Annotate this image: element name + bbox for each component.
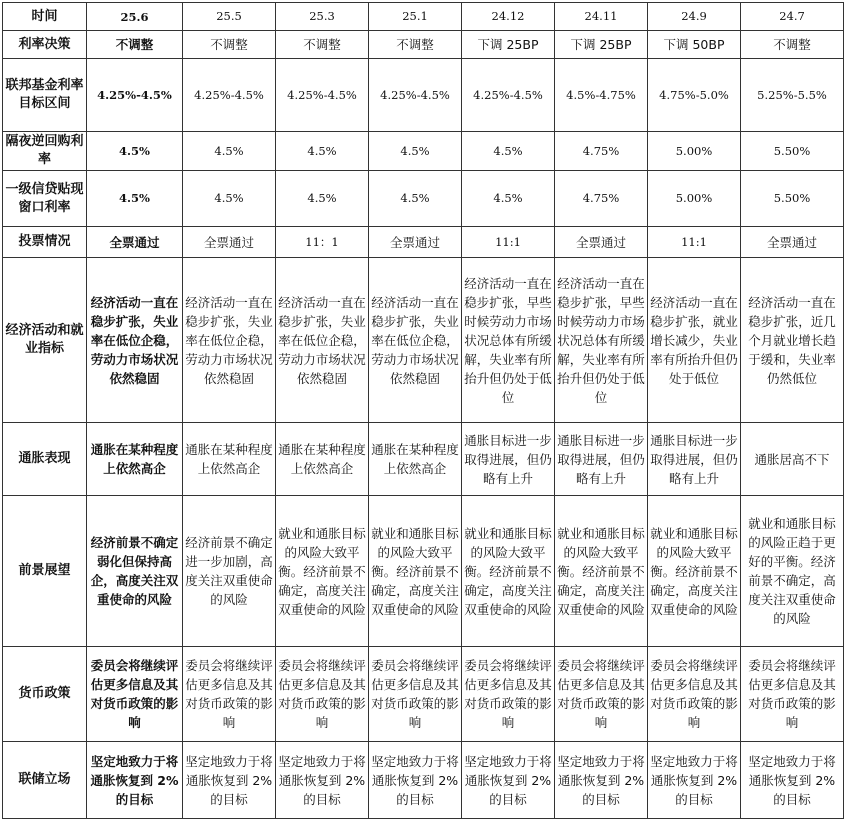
- table-cell: 经济前景不确定弱化但保持高企，高度关注双重使命的风险: [87, 496, 183, 647]
- row-label: 联邦基金利率目标区间: [3, 59, 87, 132]
- table-cell: 就业和通胀目标的风险大致平衡。经济前景不确定，高度关注双重使命的风险: [555, 496, 648, 647]
- table-row: [3, 496, 844, 647]
- table-cell: 坚定地致力于将通胀恢复到 2%的目标: [183, 742, 276, 819]
- table-cell: 4.25%-4.5%: [183, 59, 276, 132]
- table-cell: 5.25%-5.5%: [741, 59, 844, 132]
- table-cell: 下调 25BP: [555, 31, 648, 59]
- table-cell: 不调整: [369, 31, 462, 59]
- table-cell: 坚定地致力于将通胀恢复到 2%的目标: [648, 742, 741, 819]
- table-cell: 4.5%: [276, 132, 369, 171]
- header-cell: 24.9: [648, 3, 741, 31]
- table-cell: 4.75%-5.0%: [648, 59, 741, 132]
- table-cell: 委员会将继续评估更多信息及其对货币政策的影响: [648, 647, 741, 742]
- table-cell: 全票通过: [87, 227, 183, 258]
- table-cell: 通胀目标进一步取得进展，但仍略有上升: [462, 423, 555, 496]
- table-cell: 就业和通胀目标的风险大致平衡。经济前景不确定，高度关注双重使命的风险: [369, 496, 462, 647]
- table-cell: 通胀在某种程度上依然高企: [369, 423, 462, 496]
- header-cell: 25.3: [276, 3, 369, 31]
- table-cell: 坚定地致力于将通胀恢复到 2%的目标: [555, 742, 648, 819]
- table-cell: 全票通过: [183, 227, 276, 258]
- table-cell: 5.00%: [648, 171, 741, 227]
- table-row: [3, 31, 844, 59]
- table-cell: 不调整: [741, 31, 844, 59]
- table-row: [3, 132, 844, 171]
- table-cell: 全票通过: [555, 227, 648, 258]
- table-cell: 通胀居高不下: [741, 423, 844, 496]
- header-cell: 24.12: [462, 3, 555, 31]
- table-cell: 不调整: [87, 31, 183, 59]
- table-cell: 4.5%-4.75%: [555, 59, 648, 132]
- table-row: [3, 227, 844, 258]
- header-cell: 25.5: [183, 3, 276, 31]
- table-row: [3, 647, 844, 742]
- table-row: [3, 171, 844, 227]
- header-cell: 时间: [3, 3, 87, 31]
- table-cell: 就业和通胀目标的风险大致平衡。经济前景不确定，高度关注双重使命的风险: [462, 496, 555, 647]
- table-cell: 4.5%: [183, 171, 276, 227]
- table-cell: 通胀在某种程度上依然高企: [276, 423, 369, 496]
- table-cell: 经济活动一直在稳步扩张，失业率在低位企稳，劳动力市场状况依然稳固: [276, 258, 369, 423]
- table-cell: 委员会将继续评估更多信息及其对货币政策的影响: [462, 647, 555, 742]
- table-cell: 4.5%: [369, 132, 462, 171]
- table-cell: 4.5%: [462, 132, 555, 171]
- header-row: [3, 3, 844, 31]
- table-cell: 通胀在某种程度上依然高企: [183, 423, 276, 496]
- table-cell: 下调 50BP: [648, 31, 741, 59]
- table-cell: 下调 25BP: [462, 31, 555, 59]
- table-row: [3, 742, 844, 819]
- table-cell: 经济活动一直在稳步扩张，失业率在低位企稳，劳动力市场状况依然稳固: [87, 258, 183, 423]
- table-cell: 4.5%: [183, 132, 276, 171]
- table-cell: 4.5%: [87, 171, 183, 227]
- table-cell: 11:1: [648, 227, 741, 258]
- header-cell: 24.11: [555, 3, 648, 31]
- row-label: 利率决策: [3, 31, 87, 59]
- table-cell: 经济活动一直在稳步扩张，就业增长减少，失业率有所抬升但仍处于低位: [648, 258, 741, 423]
- table-cell: 4.5%: [369, 171, 462, 227]
- table-cell: 委员会将继续评估更多信息及其对货币政策的影响: [555, 647, 648, 742]
- header-cell: 24.7: [741, 3, 844, 31]
- table-row: [3, 258, 844, 423]
- table-cell: 11：1: [276, 227, 369, 258]
- table-cell: 委员会将继续评估更多信息及其对货币政策的影响: [369, 647, 462, 742]
- header-cell: 25.6: [87, 3, 183, 31]
- table-cell: 坚定地致力于将通胀恢复到 2%的目标: [87, 742, 183, 819]
- table-row: [3, 423, 844, 496]
- table-cell: 通胀在某种程度上依然高企: [87, 423, 183, 496]
- fomc-comparison-table: [2, 2, 844, 819]
- table-cell: 委员会将继续评估更多信息及其对货币政策的影响: [183, 647, 276, 742]
- table-cell: 就业和通胀目标的风险正趋于更好的平衡。经济前景不确定，高度关注双重使命的风险: [741, 496, 844, 647]
- row-label: 投票情况: [3, 227, 87, 258]
- table-cell: 4.75%: [555, 132, 648, 171]
- table-cell: 委员会将继续评估更多信息及其对货币政策的影响: [87, 647, 183, 742]
- table-cell: 4.5%: [87, 132, 183, 171]
- table-cell: 不调整: [276, 31, 369, 59]
- row-label: 隔夜逆回购利率: [3, 132, 87, 171]
- table-cell: 经济活动一直在稳步扩张，早些时候劳动力市场状况总体有所缓解，失业率有所抬升但仍处于低位: [462, 258, 555, 423]
- table-cell: 通胀目标进一步取得进展，但仍略有上升: [648, 423, 741, 496]
- table-cell: 4.75%: [555, 171, 648, 227]
- row-label: 一级信贷贴现窗口利率: [3, 171, 87, 227]
- table-cell: 4.5%: [462, 171, 555, 227]
- row-label: 前景展望: [3, 496, 87, 647]
- table-cell: 5.50%: [741, 171, 844, 227]
- table-cell: 就业和通胀目标的风险大致平衡。经济前景不确定，高度关注双重使命的风险: [276, 496, 369, 647]
- table-cell: 4.25%-4.5%: [462, 59, 555, 132]
- table-cell: 经济前景不确定进一步加剧，高度关注双重使命的风险: [183, 496, 276, 647]
- row-label: 经济活动和就业指标: [3, 258, 87, 423]
- table-cell: 就业和通胀目标的风险大致平衡。经济前景不确定，高度关注双重使命的风险: [648, 496, 741, 647]
- table-cell: 通胀目标进一步取得进展，但仍略有上升: [555, 423, 648, 496]
- table-cell: 不调整: [183, 31, 276, 59]
- table-cell: 4.25%-4.5%: [87, 59, 183, 132]
- table-cell: 5.00%: [648, 132, 741, 171]
- table-cell: 5.50%: [741, 132, 844, 171]
- table-cell: 坚定地致力于将通胀恢复到 2%的目标: [276, 742, 369, 819]
- row-label: 通胀表现: [3, 423, 87, 496]
- table-cell: 坚定地致力于将通胀恢复到 2%的目标: [741, 742, 844, 819]
- table-cell: 委员会将继续评估更多信息及其对货币政策的影响: [741, 647, 844, 742]
- table-cell: 经济活动一直在稳步扩张，失业率在低位企稳，劳动力市场状况依然稳固: [183, 258, 276, 423]
- row-label: 货币政策: [3, 647, 87, 742]
- table-cell: 11:1: [462, 227, 555, 258]
- table-cell: 委员会将继续评估更多信息及其对货币政策的影响: [276, 647, 369, 742]
- table-cell: 4.25%-4.5%: [276, 59, 369, 132]
- header-cell: 25.1: [369, 3, 462, 31]
- row-label: 联储立场: [3, 742, 87, 819]
- table-cell: 经济活动一直在稳步扩张，早些时候劳动力市场状况总体有所缓解，失业率有所抬升但仍处于低位: [555, 258, 648, 423]
- table-cell: 坚定地致力于将通胀恢复到 2%的目标: [462, 742, 555, 819]
- table-cell: 4.5%: [276, 171, 369, 227]
- table-cell: 全票通过: [369, 227, 462, 258]
- table-cell: 经济活动一直在稳步扩张，失业率在低位企稳，劳动力市场状况依然稳固: [369, 258, 462, 423]
- table-cell: 经济活动一直在稳步扩张，近几个月就业增长趋于缓和，失业率仍然低位: [741, 258, 844, 423]
- table-cell: 坚定地致力于将通胀恢复到 2%的目标: [369, 742, 462, 819]
- table-row: [3, 59, 844, 132]
- table-cell: 全票通过: [741, 227, 844, 258]
- table-cell: 4.25%-4.5%: [369, 59, 462, 132]
